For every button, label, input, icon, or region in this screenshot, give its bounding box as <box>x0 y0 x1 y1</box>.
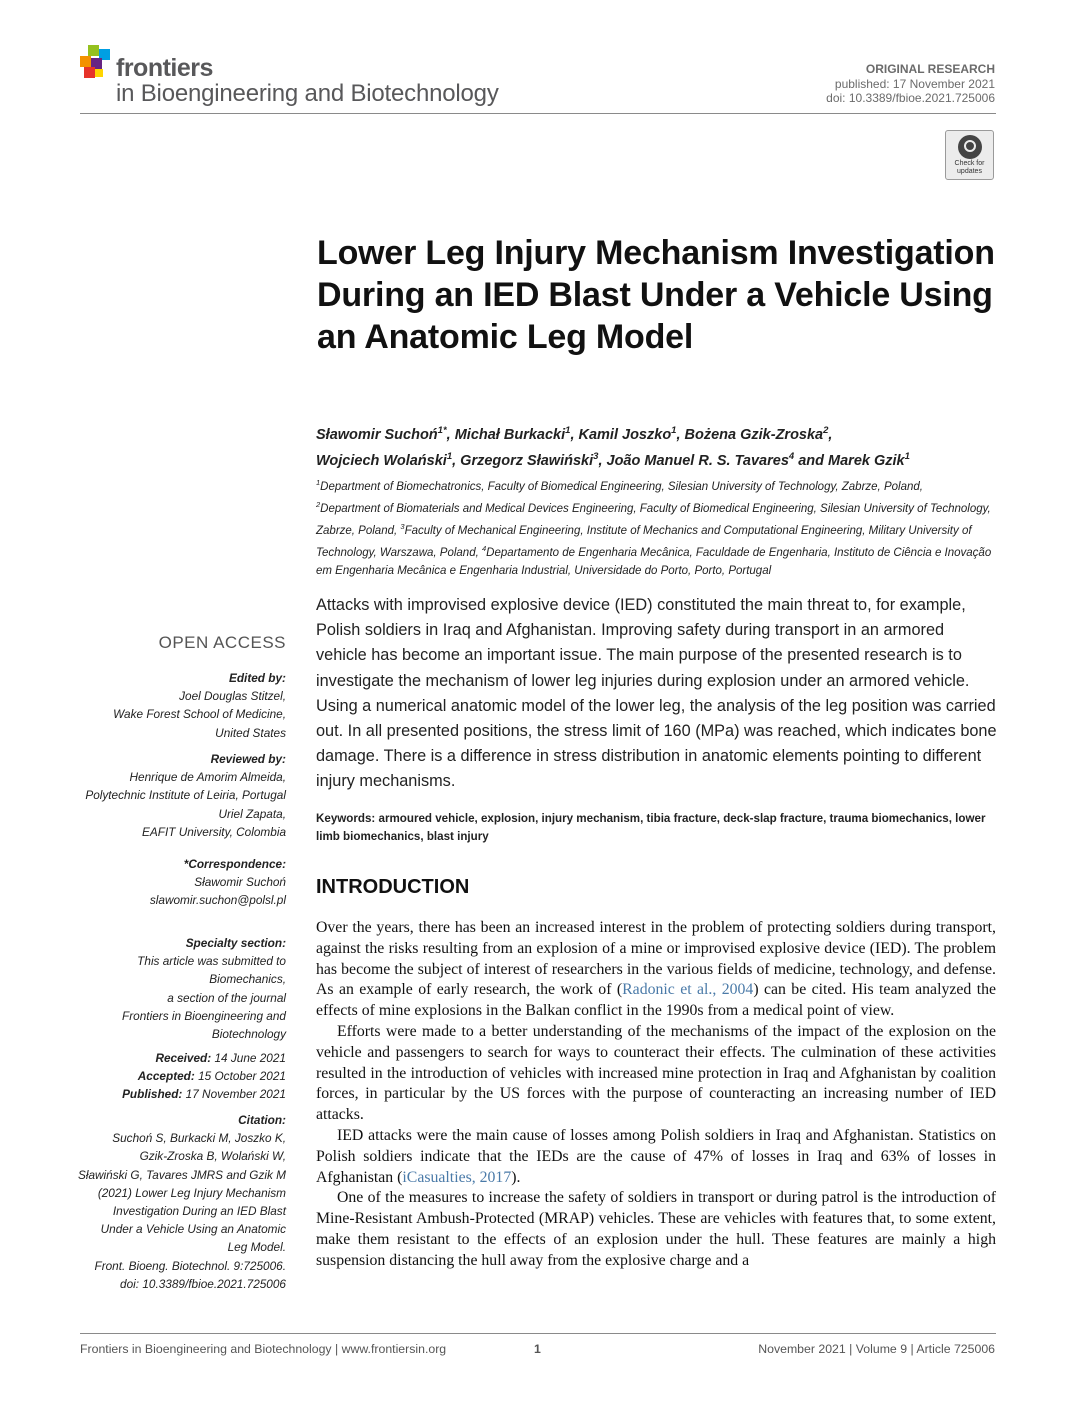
author-sup: 1 <box>671 425 677 436</box>
intro-paragraph: Efforts were made to a better understanding of the mechanisms of the impact of the explosion on the vehicle and passengers to search for ways to counteract their effects. The culmination of these activities resulted in the introduction of vehicles with increased mine protection in Iraq and Afghanistan by coalition forces, in particular by the US forces with the purpose of counteracting an increasing number of IED attacks. <box>316 1022 996 1124</box>
citation-line: Suchoń S, Burkacki M, Joszko K, <box>112 1131 286 1146</box>
keywords-list: armoured vehicle, explosion, injury mechanism, tibia fracture, deck-slap fracture, trauma biomechanics, lower limb biomechanics, blast injury <box>316 812 986 843</box>
correspondence-label: *Correspondence: <box>183 857 286 871</box>
brand-name: frontiers <box>116 54 213 82</box>
article-title: Lower Leg Injury Mechanism Investigation During an IED Blast Under a Vehicle Using an Anatomic Leg Model <box>317 234 995 356</box>
author-sup: 1 <box>446 450 453 462</box>
accepted-date <box>60 1067 286 1085</box>
footer-journal[interactable]: Frontiers in Bioengineering and Biotechnology | www.frontiersin.org <box>80 1342 447 1356</box>
doi[interactable]: doi: 10.3389/fbioe.2021.725006 <box>826 91 995 105</box>
author-sup: 3 <box>593 450 599 462</box>
citation-line: (2021) Lower Leg Injury Mechanism <box>97 1185 286 1200</box>
citation-line: Sławiński G, Tavares JMRS and Gzik M <box>77 1167 286 1182</box>
reviewer-line: Polytechnic Institute of Leiria, Portugal <box>85 788 286 803</box>
citation-label: Citation: <box>238 1113 286 1127</box>
specialty-label: Specialty section: <box>185 936 286 950</box>
affiliations <box>316 474 1002 580</box>
correspondence-email[interactable]: slawomir.suchon@polsl.pl <box>149 893 286 908</box>
check-updates-label-1: Check for <box>954 160 985 167</box>
footer-divider <box>80 1333 996 1334</box>
author[interactable]: Grzegorz Sławiński <box>460 452 594 469</box>
citation-line: Leg Model. <box>227 1240 286 1255</box>
accepted-label: Accepted: <box>137 1069 195 1084</box>
frontiers-logo-icon <box>80 45 114 79</box>
intro-text: IED attacks were the main cause of losses among Polish soldiers in Iraq and Afghanistan. Statistics on Polish soldiers indicate that the IEDs are the cause of 47% of losses in Iraq and 63% of losses in Afghanistan ( <box>316 1126 996 1186</box>
affil-sup: 2 <box>316 500 321 510</box>
editor-line: Wake Forest School of Medicine, <box>113 707 286 722</box>
correspondence-name: Sławomir Suchoń <box>194 875 286 890</box>
specialty-line: Biotechnology <box>211 1027 286 1042</box>
abstract: Attacks with improvised explosive device (IED) constituted the main threat to, for example, Polish soldiers in Iraq and Afghanistan. Improving safety during transport in an armored vehicle has become an important issue. The main purpose of the presented research is to investigate the mechanism of lower leg injuries during explosion under an armored vehicle. Using a numerical anatomic model of the lower leg, the analysis of the leg position was carried out. In all presented positions, the stress limit of 160 (MPa) was reached, which indicates bone damage. There is a difference in stress distribution in anatomic elements pointing to different injury mechanisms. <box>316 596 997 791</box>
reviewer-line: Uriel Zapata, <box>218 806 286 821</box>
affil-sup: 3 <box>400 522 405 532</box>
author[interactable]: Bożena Gzik-Zroska <box>684 426 824 443</box>
intro-text: Over the years, there has been an increased interest in the problem of protecting soldiers during transport, against the risks resulting from an explosion of a mine or improvised explosive device (IED). The problem has become the subject of interest of researchers in the various fields of medicine, technology, and defense. As an example of early research, the work of ( <box>316 919 996 999</box>
intro-paragraph <box>316 918 996 1022</box>
author-list: Sławomir Suchoń$^{1*}$, Michał Burkacki$^1$, Kamil Joszko$^1$, Bożena Gzik-Zroska$^2$, Wojciech Wolański$^1$, Grzegorz Sławiński$^3$, João Manuel R. S. Tavares$^4$ and Marek Gzik$^1$ <box>316 425 910 469</box>
introduction-heading: INTRODUCTION <box>316 876 470 898</box>
header-divider <box>80 113 996 114</box>
check-for-updates-button[interactable] <box>945 130 994 180</box>
journal-name: in Bioengineering and Biotechnology <box>116 80 499 107</box>
intro-paragraph <box>316 1126 996 1188</box>
author-sup: 1* <box>437 425 447 436</box>
affiliation: Department of Biomaterials and Medical Devices Engineering, Faculty of Biomedical Engineering, Silesian University of Technology, Zabrze, Poland, <box>316 502 991 537</box>
edited-by-section <box>60 669 286 742</box>
author[interactable]: João Manuel R. S. Tavares <box>606 452 789 469</box>
received-value: 14 June 2021 <box>214 1051 286 1065</box>
author[interactable]: Kamil Joszko <box>578 426 672 443</box>
affiliation: Departamento de Engenharia Mecânica, Faculdade de Engenharia, Instituto de Ciência e Inovação em Engenharia Mecânica e Engenharia Industrial, Universidade do Porto, Porto, Portugal <box>316 546 992 578</box>
citation-link[interactable]: Radonic et al., 2004 <box>622 981 754 999</box>
author-sup: 1 <box>565 425 571 436</box>
reviewed-by-label: Reviewed by: <box>210 752 286 766</box>
page-number: 1 <box>534 1342 541 1356</box>
correspondence-section <box>60 855 286 910</box>
published-date: published: 17 November 2021 <box>834 76 995 91</box>
keywords <box>316 810 1001 846</box>
accepted-value: 15 October 2021 <box>198 1069 286 1084</box>
specialty-line: Frontiers in Bioengineering and <box>122 1008 286 1023</box>
author[interactable]: Sławomir Suchoń <box>316 426 438 443</box>
published-value: 17 November 2021 <box>185 1087 286 1102</box>
check-updates-icon <box>958 135 982 159</box>
intro-paragraph: One of the measures to increase the safety of soldiers in transport or during patrol is the introduction of Mine-Resistant Ambush-Protected (MRAP) vehicles. These are vehicles with features that, to some extent, make them resistant to the effects of an explosion under the hull. These features are mainly a high suspension distancing the hull away from the explosive charge and a <box>316 1189 996 1269</box>
article-meta <box>826 62 995 106</box>
author-and: and <box>798 452 824 469</box>
specialty-line: This article was submitted to <box>137 954 286 969</box>
affil-sup: 4 <box>482 544 487 554</box>
reviewer-line: EAFIT University, Colombia <box>142 824 286 839</box>
citation-section <box>60 1111 286 1293</box>
introduction-body <box>316 918 996 1272</box>
reviewed-by-section <box>60 750 286 841</box>
footer-volume: November 2021 | Volume 9 | Article 725006 <box>758 1342 995 1356</box>
received-date <box>60 1049 286 1067</box>
affil-sup: 1 <box>316 478 321 487</box>
author-sup: 4 <box>788 450 795 462</box>
editor-line: United States <box>215 725 286 740</box>
author[interactable]: Michał Burkacki <box>454 426 566 443</box>
citation-line: Under a Vehicle Using an Anatomic <box>100 1222 286 1237</box>
author-sup: 1 <box>904 450 910 462</box>
received-label: Received: <box>155 1051 212 1065</box>
citation-line: Gzik-Zroska B, Wolański W, <box>139 1149 286 1164</box>
specialty-section <box>60 934 286 1043</box>
affiliation: Faculty of Mechanical Engineering, Institute of Mechanics and Computational Engineering, Military University of Technology, Warszawa, Poland, <box>316 524 972 559</box>
citation-line: Investigation During an IED Blast <box>112 1204 286 1219</box>
keywords-label: Keywords: <box>316 812 376 825</box>
citation-doi[interactable]: doi: 10.3389/fbioe.2021.725006 <box>120 1276 286 1291</box>
author[interactable]: Wojciech Wolański <box>316 452 447 469</box>
reviewer-line: Henrique de Amorim Almeida, <box>129 770 286 785</box>
intro-text: ) can be cited. His team analyzed the effects of mine explosions in the Balkan conflict in the 1990s from a medical point of view. <box>316 981 996 1020</box>
author-sup: 2 <box>823 425 829 436</box>
citation-link[interactable]: iCasualties, 2017 <box>402 1168 512 1186</box>
specialty-line: Biomechanics, <box>209 972 286 987</box>
citation-line: Front. Bioeng. Biotechnol. 9:725006. <box>94 1258 286 1273</box>
specialty-line: a section of the journal <box>167 990 286 1005</box>
open-access-label: OPEN ACCESS <box>158 633 286 652</box>
author[interactable]: Marek Gzik <box>828 452 905 469</box>
article-type: ORIGINAL RESEARCH <box>865 62 995 76</box>
edited-by-label: Edited by: <box>228 671 286 685</box>
editor-line: Joel Douglas Stitzel, <box>179 689 286 704</box>
published-date-sidebar <box>60 1085 286 1103</box>
published-label: Published: <box>122 1087 183 1102</box>
dates-section <box>60 1049 286 1104</box>
check-updates-label-2: updates <box>957 168 982 175</box>
affiliation: Department of Biomechatronics, Faculty of Biomedical Engineering, Silesian University of Technology, Zabrze, Poland, <box>320 480 923 493</box>
intro-text: ). <box>511 1168 521 1186</box>
